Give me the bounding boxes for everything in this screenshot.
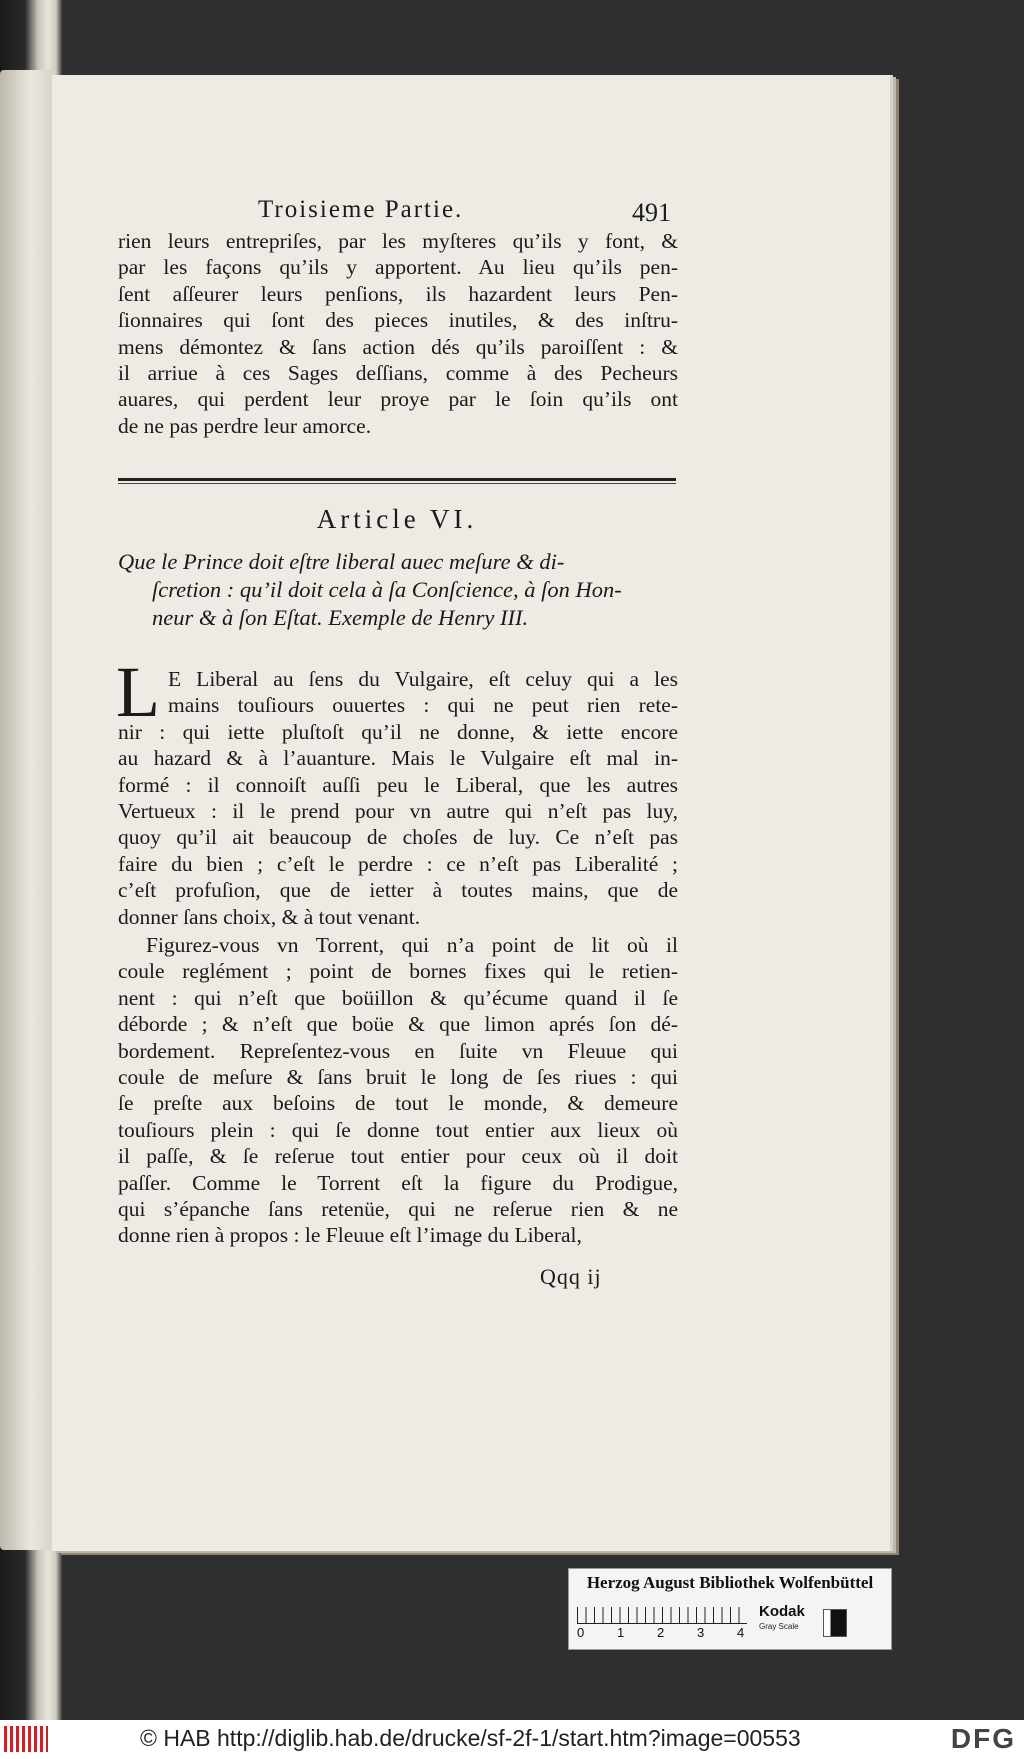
text-line: touſiours plein : qui ſe donne tout entier aux lieux où [118,1117,678,1142]
text-line: mens démontez & ſans action dés qu’ils paroiſſent : & [118,334,678,359]
text-line: ſe preſte aux beſoins de tout le monde, & demeure [118,1091,678,1116]
kodak-brand: Kodak [759,1603,805,1620]
ruler-number: 0 [577,1625,585,1640]
text-line: coule reglément ; point de bornes fixes qui le retien- [118,959,678,984]
ruler-number: 3 [697,1625,705,1640]
text-line: de ne pas perdre leur amorce. [118,413,372,438]
gray-scale-label: Gray Scale [759,1622,799,1631]
text-line: bordement. Repreſentez-vous en ſuite vn Fleuue qui [118,1038,678,1063]
text-line: par les façons qu’ils y apportent. Au lieu qu’ils pen- [118,255,678,280]
library-label [568,1568,892,1650]
text-line: donner ſans choix, & à tout venant. [118,904,421,929]
text-line: Figurez-vous vn Torrent, qui n’a point de lit où il [146,933,678,957]
text-line: qui s’épanche ſans retenüe, qui ne reſerue rien & ne [118,1197,678,1222]
text-line: ſionnaires qui ſont des pieces inutiles, & des inſtru- [118,308,678,333]
drop-cap: L [116,652,160,732]
text-line: ſent aſſeurer leurs penſions, ils hazardent leurs Pen- [118,281,678,306]
text-line: rien leurs entrepriſes, par les myſteres qu’ils y font, & [118,229,678,253]
library-name: Herzog August Bibliothek Wolfenbüttel [586,1573,874,1592]
footer-credit-link[interactable]: © HAB http://diglib.hab.de/drucke/sf-2f-1/start.htm?image=00553 [140,1725,801,1751]
text-line: il paſſe, & ſe reſerue tout entier pour ceux où il doit [118,1144,678,1169]
text-line: ſcretion : qu’il doit cela à ſa Conſcience, à ſon Hon- [152,577,622,602]
text-line: neur & à ſon Eſtat. Exemple de Henry III. [152,605,529,630]
barcode-logo-icon [4,1726,48,1752]
text-line: auares, qui perdent leur proye par le ſoin qu’ils ont [118,387,678,412]
ruler-number: 1 [617,1625,625,1640]
text-line: nent : qui n’eſt que boüillon & qu’écume quand il ſe [118,985,678,1010]
gray-scale-patch [823,1609,847,1637]
running-head: Troisieme Partie. [258,196,464,223]
text-line: quoy qu’il ait beaucoup de choſes de luy. Ce n’eſt pas [118,825,678,850]
text-line: faire du bien ; c’eſt le perdre : ce n’eſt pas Liberalité ; [118,851,678,876]
text-line: Que le Prince doit eſtre liberal auec meſure & di- [118,549,565,574]
text-line: il arriue à ces Sages deſſians, comme à des Pecheurs [118,361,678,386]
text-line: c’eſt profuſion, que de ietter à toutes mains, que de [118,878,678,903]
catchword: Qqq ij [540,1264,602,1289]
section-rule [118,478,676,481]
paragraph-torrent [118,932,678,1249]
text-line: déborde ; & n’eſt que boüe & que limon aprés ſon dé- [118,1012,678,1037]
paragraph-liberal [118,666,678,930]
page-number: 491 [632,198,671,227]
text-line: donne rien à propos : le Fleuue eſt l’image du Liberal, [118,1223,582,1248]
article-summary [118,548,678,632]
article-title: Article VI. [316,504,478,534]
top-paragraph [118,228,678,439]
facing-page-edge [0,70,52,1550]
text-line: paſſer. Comme le Torrent eſt la figure du Prodigue, [118,1170,678,1195]
text-line: coule de meſure & ſans bruit le long de ſes riues : qui [118,1065,678,1090]
ruler-number: 4 [737,1625,745,1640]
text-line: mains touſiours ouuertes : qui ne peut rien rete- [168,693,678,718]
text-line: nir : qui iette pluſtoſt qu’il ne donne, & iette encore [118,719,678,744]
footer-bar [0,1720,1024,1759]
text-line: E Liberal au ſens du Vulgaire, eſt celuy qui a les [168,667,678,691]
text-line: Vertueux : il le prend pour vn autre qui n’eſt pas luy, [118,799,678,824]
dfg-logo: DFG [950,1723,1016,1754]
text-line: au hazard & à l’auanture. Mais le Vulgaire eſt mal in- [118,746,678,771]
ruler-number: 2 [657,1625,665,1640]
scale-ruler [577,1607,747,1624]
text-line: formé : il connoiſt auſſi peu le Liberal, que les autres [118,772,678,797]
